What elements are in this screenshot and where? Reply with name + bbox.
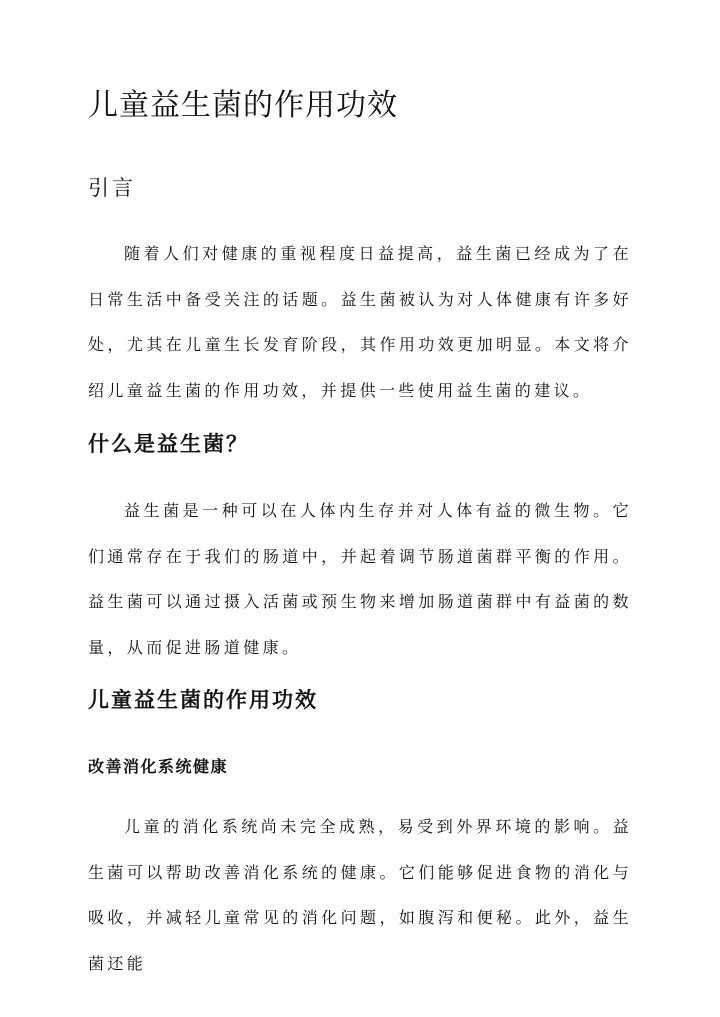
what-is-probiotic-paragraph: 益生菌是一种可以在人体内生存并对人体有益的微生物。它们通常存在于我们的肠道中，并起着调节肠道菌群平衡的作用。益生菌可以通过摄入活菌或预生物来增加肠道菌群中有益菌的数量，从而促进肠道健康。 [88, 501, 632, 657]
section-heading-effects: 儿童益生菌的作用功效 [88, 687, 318, 712]
section-heading-introduction: 引言 [88, 176, 136, 200]
section-heading-what-is-probiotic: 什么是益生菌？ [88, 431, 249, 456]
subsection-heading-digestive-health: 改善消化系统健康 [88, 757, 229, 776]
digestive-health-paragraph: 儿童的消化系统尚未完全成熟，易受到外界环境的影响。益生菌可以帮助改善消化系统的健康。它们能够促进食物的消化与吸收，并减轻儿童常见的消化问题，如腹泻和便秘。此外，益生菌还能 [88, 817, 632, 973]
document-title: 儿童益生菌的作用功效 [88, 88, 398, 123]
introduction-paragraph: 随着人们对健康的重视程度日益提高，益生菌已经成为了在日常生活中备受关注的话题。益生菌被认为对人体健康有许多好处，尤其在儿童生长发育阶段，其作用功效更加明显。本文将介绍儿童益生菌的作用功效，并提供一些使用益生菌的建议。 [88, 244, 632, 400]
